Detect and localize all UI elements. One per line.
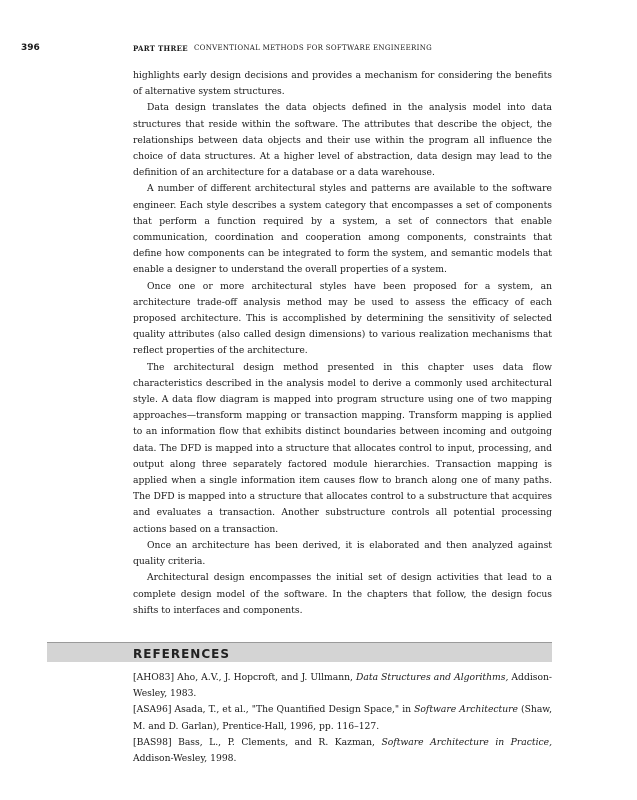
reference-key: [BAS98] xyxy=(133,736,172,748)
reference-key: [ASA96] xyxy=(133,704,172,716)
paragraph-7: Architectural design encompasses the initial set of design activities that lead to a complete design model of the software. In the chapters that follow, the design focus shifts to interfaces and components. xyxy=(133,572,552,616)
reference-entry xyxy=(133,670,552,702)
reference-entry xyxy=(133,702,552,734)
reference-authors: Asada, T., et al., "The Quantified Design Space," in xyxy=(174,704,412,716)
reference-key: [AHO83] xyxy=(133,672,175,683)
reference-authors: Aho, A.V., J. Hopcroft, and J. Ullmann, xyxy=(177,672,353,683)
body-text xyxy=(133,68,552,619)
reference-list xyxy=(133,670,552,767)
paragraph-5: The architectural design method presented in this chapter uses data flow characteristics described in the analysis model to derive a commonly used architectural style. A data flow diagram is mapped into program structure using one of two mapping approaches—transform mapping or transaction mapping. Transform mapping is applied to an information flow that exhibits distinct boundaries between incoming and outgoing data. The DFD is mapped into a structure that allocates control to input, processing, and output along three separately factored module hierarchies. Transaction mapping is applied when a single information item causes flow to branch along one of many paths. The DFD is mapped into a structure that allocates control to a substructure that acquires and evaluates a transaction. Another substructure controls all potential processing actions based on a transaction. xyxy=(133,361,552,535)
reference-authors: Bass, L., P. Clements, and R. Kazman, xyxy=(178,736,375,748)
reference-publisher: (Shaw, M. and D. Garlan), Prentice-Hall, 1996, pp. 116–127. xyxy=(133,704,552,732)
paragraph-3: A number of different architectural styles and patterns are available to the software engineer. Each style describes a system category that encompasses a set of components that perform a function required by a system, a set of connectors that enable communication, coordination and cooperation among components, constraints that define how components can be integrated to form the system, and semantic models that enable a designer to understand the overall properties of a system. xyxy=(133,183,552,276)
page-number: 396 xyxy=(21,43,40,53)
paragraph-1: highlights early design decisions and provides a mechanism for considering the benefits of alternative system structures. xyxy=(133,70,552,98)
reference-publisher: Addison-Wesley, 1998. xyxy=(133,753,237,765)
part-title: CONVENTIONAL METHODS FOR SOFTWARE ENGINEERING xyxy=(194,44,433,52)
reference-title: Software Architecture xyxy=(414,704,518,716)
reference-entry xyxy=(133,735,552,767)
part-label: PART THREE xyxy=(133,44,188,53)
reference-title: Data Structures and Algorithms, xyxy=(356,672,509,683)
paragraph-6: Once an architecture has been derived, it is elaborated and then analyzed against quality criteria. xyxy=(133,539,552,568)
paragraph-4: Once one or more architectural styles have been proposed for a system, an architecture trade-off analysis method may be used to assess the efficacy of each proposed architecture. This is accomplished by determining the sensitivity of selected quality attributes (also called design dimensions) to various realization mechanisms that reflect properties of the architecture. xyxy=(133,280,552,357)
reference-title: Software Architecture in Practice, xyxy=(381,736,553,748)
references-heading: REFERENCES xyxy=(133,647,230,661)
running-header xyxy=(0,43,637,57)
paragraph-2: Data design translates the data objects defined in the analysis model into data structures that reside within the software. The attributes that describe the object, the relationships between data objects and their use within the program all influence the choice of data structures. At a higher level of abstraction, data design may lead to the definition of an architecture for a database or a data warehouse. xyxy=(133,102,552,179)
reference-publisher: Addison-Wesley, 1983. xyxy=(133,672,553,700)
references-heading-band xyxy=(47,642,552,662)
